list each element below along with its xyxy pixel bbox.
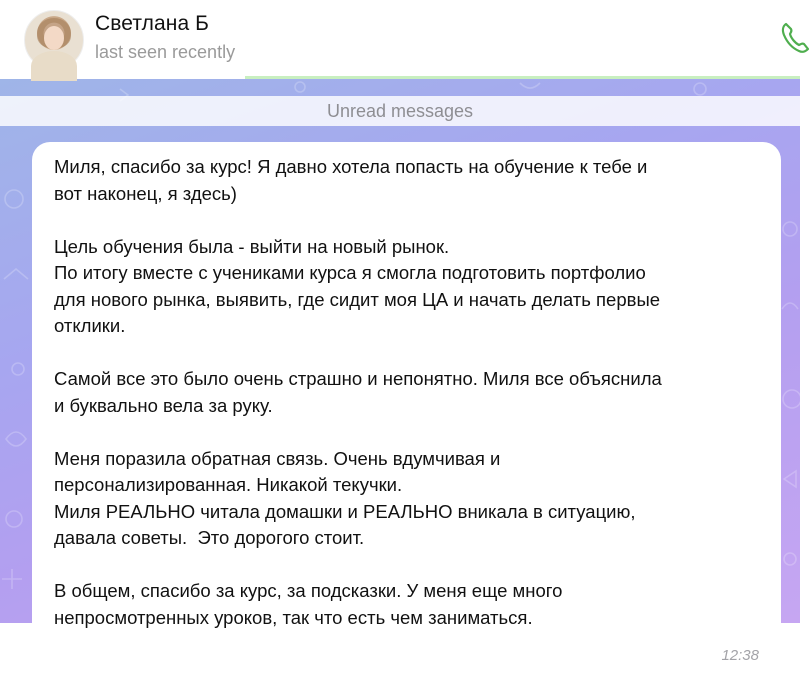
- message-timestamp: 12:38: [721, 647, 759, 664]
- contact-name[interactable]: Светлана Б: [95, 12, 210, 35]
- message-text: Миля, спасибо за курс! Я давно хотела попасть на обучение к тебе и вот наконец, я здесь) Цель обучения была - выйти на новый рынок. По итогу вместе с учениками курса я смогла подготовить портфолио для нового рынка, выявить, где сидит моя ЦА и начать делать первые отклики. Самой все это было очень страшно и непонятно. Миля все объяснила и буквально вела за руку. Меня поразила обратная связь. Очень вдумчивая и персонализированная. Никакой текучки. Миля РЕАЛЬНО читала домашки и РЕАЛЬНО вникала в ситуацию, давала советы. Это дорогого стоит. В общем, спасибо за курс, за подсказки. У меня еще много непросмотренных уроков, так что есть чем заниматься.: [54, 156, 662, 628]
- message-bubble[interactable]: [32, 142, 781, 678]
- chat-header: [0, 0, 800, 78]
- unread-messages-divider: [0, 96, 800, 126]
- contact-avatar[interactable]: [24, 10, 84, 70]
- unread-messages-label: Unread messages: [326, 101, 474, 121]
- chat-area[interactable]: [0, 79, 800, 664]
- contact-status: last seen recently: [95, 42, 236, 62]
- phone-icon[interactable]: [780, 20, 810, 54]
- header-divider: [245, 76, 800, 79]
